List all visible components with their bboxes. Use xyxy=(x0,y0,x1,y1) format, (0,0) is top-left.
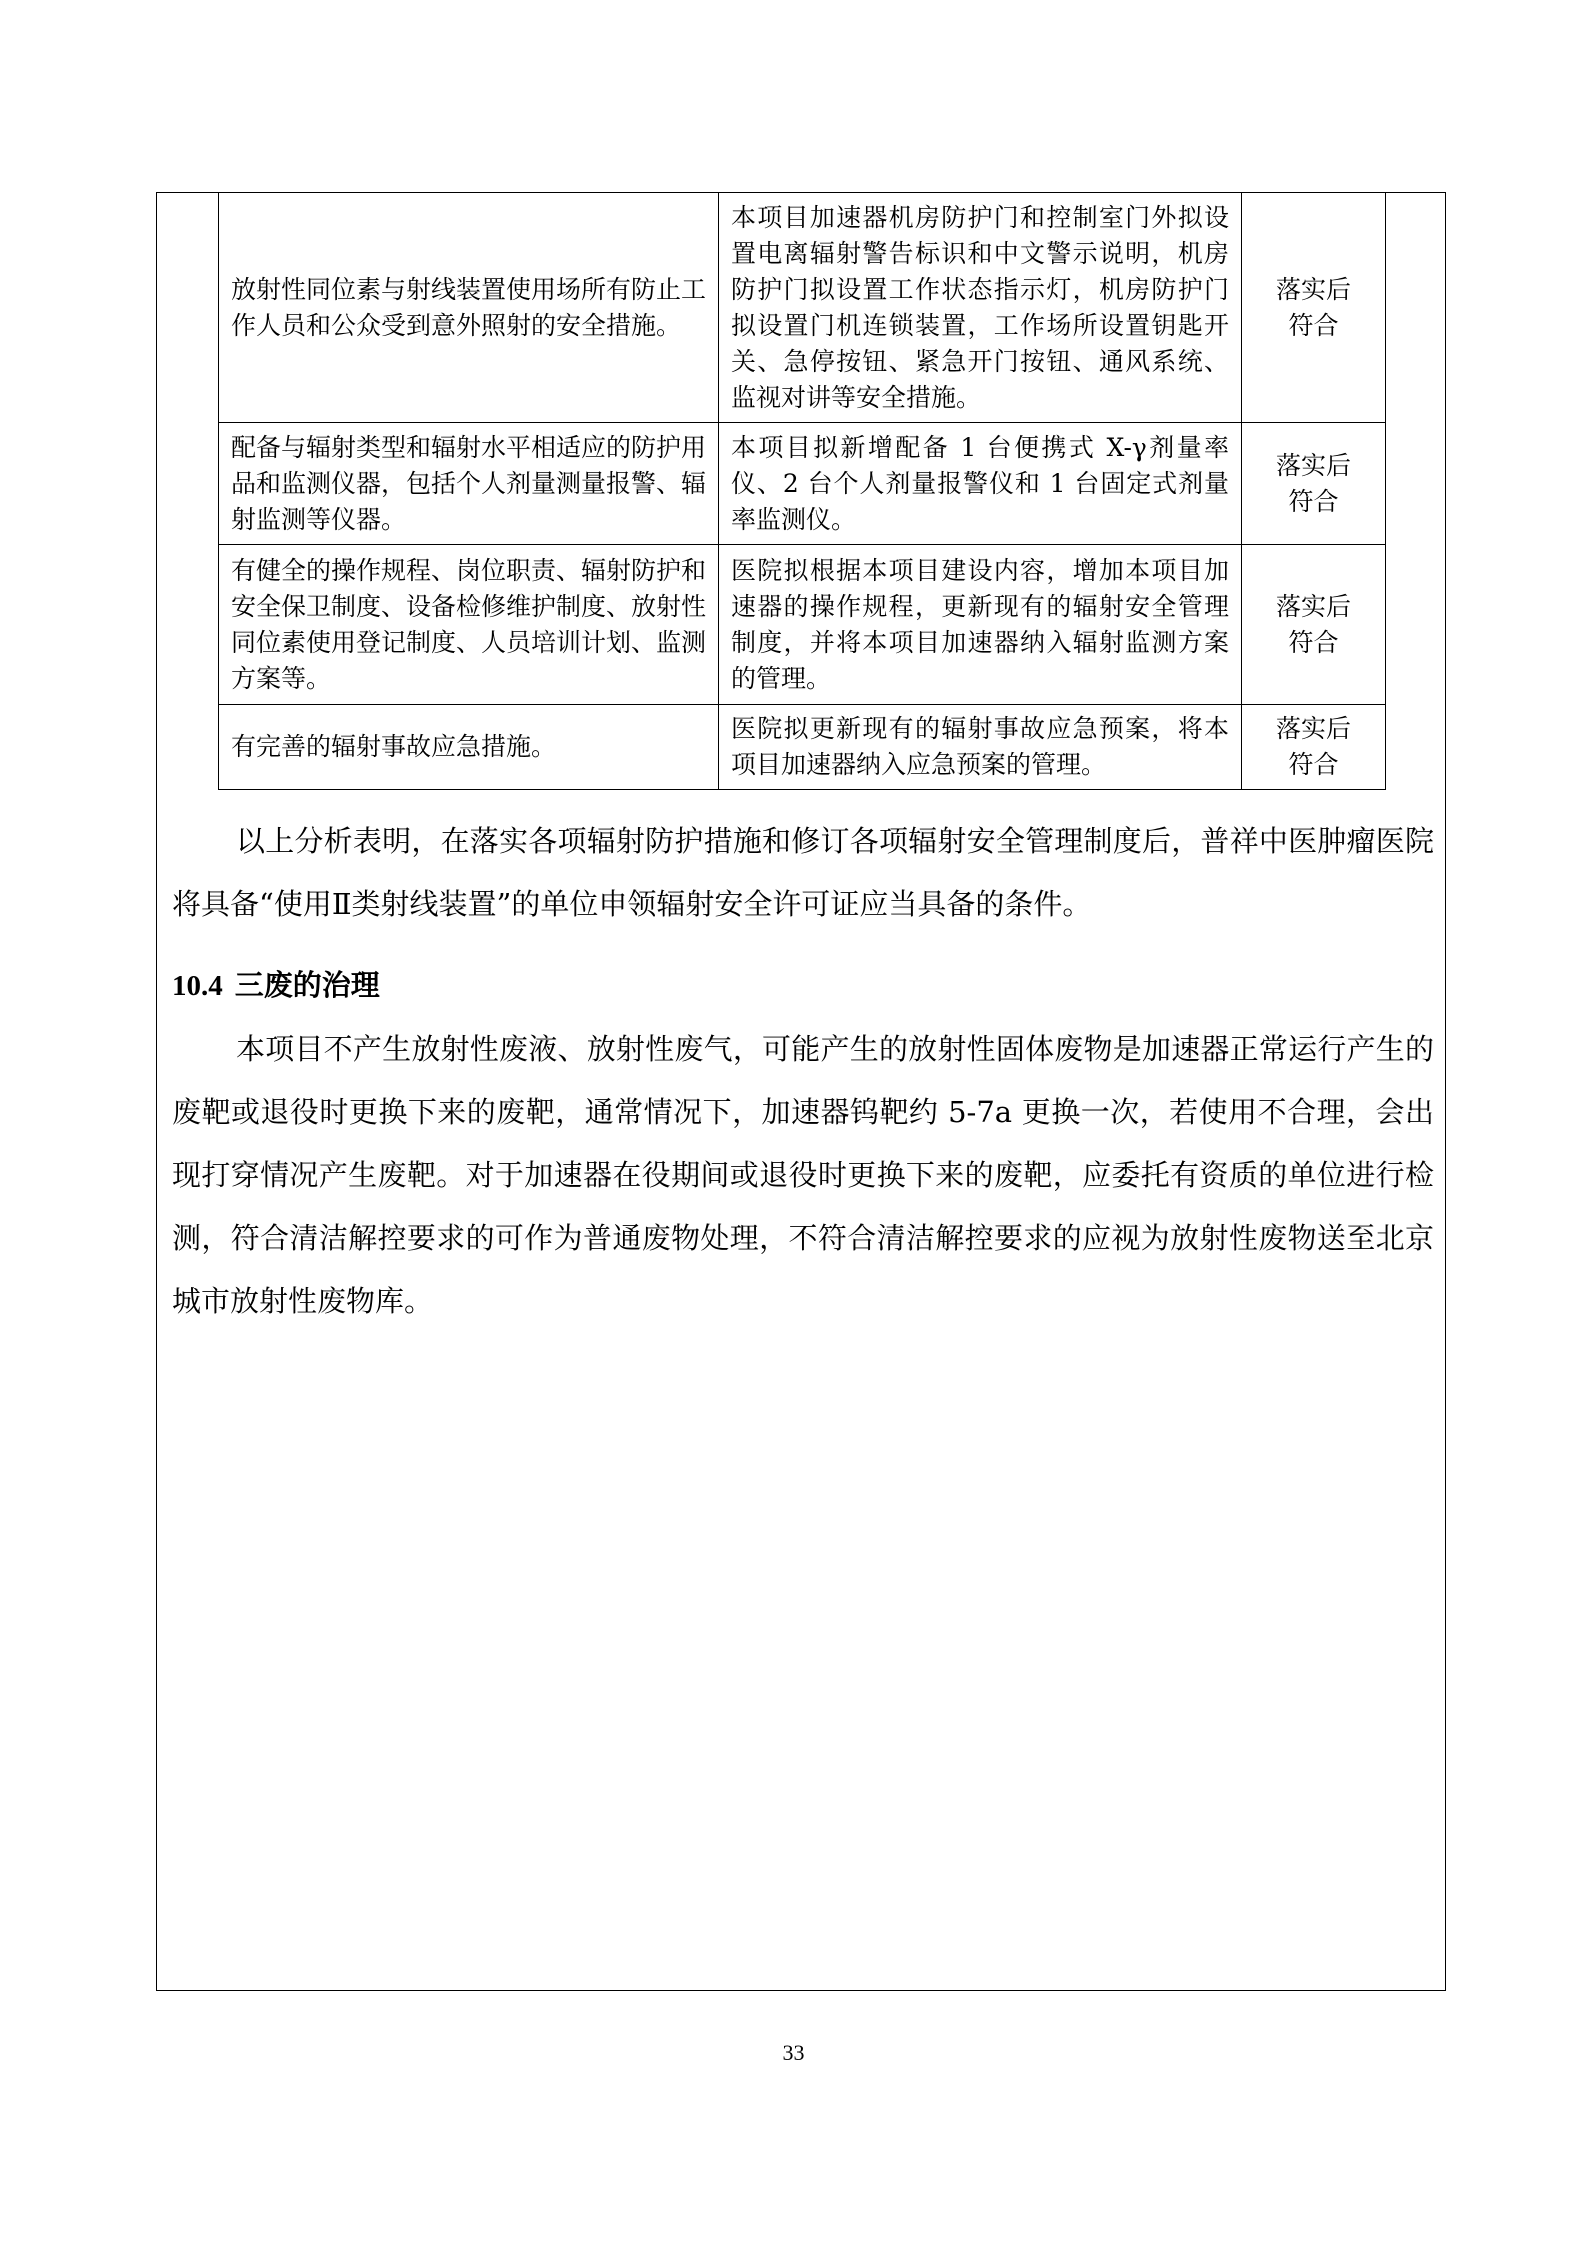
requirement-cell: 有健全的操作规程、岗位职责、辐射防护和安全保卫制度、设备检修维护制度、放射性同位素使用登记制度、人员培训计划、监测方案等。 xyxy=(219,545,719,705)
result-line: 落实后 xyxy=(1275,714,1351,743)
section-body-paragraph: 本项目不产生放射性废液、放射性废气，可能产生的放射性固体废物是加速器正常运行产生的废靶或退役时更换下来的废靶，通常情况下，加速器钨靶约 5-7a 更换一次，若使用不合理，会出现打穿情况产生废靶。对于加速器在役期间或退役时更换下来的废靶，应委托有资质的单位进行检测，符合清洁解控要求的可作为普通废物处理，不符合清洁解控要求的应视为放射性废物送至北京城市放射性废物库。 xyxy=(172,1032,1434,1318)
requirement-cell: 配备与辐射类型和辐射水平相适应的防护用品和监测仪器，包括个人剂量测量报警、辐射监测等仪器。 xyxy=(219,423,719,545)
result-cell xyxy=(1242,423,1386,545)
result-cell xyxy=(1242,705,1386,790)
result-line: 符合 xyxy=(1288,310,1339,340)
result-line: 符合 xyxy=(1288,750,1339,779)
table-row xyxy=(219,423,1386,545)
section-title: 三废的治理 xyxy=(234,968,380,1002)
page-number: 33 xyxy=(782,2040,805,2065)
table-row xyxy=(219,193,1386,423)
requirement-cell: 有完善的辐射事故应急措施。 xyxy=(219,705,719,790)
licensing-requirements-table xyxy=(218,192,1386,790)
result-line: 符合 xyxy=(1288,486,1339,516)
result-line: 落实后 xyxy=(1275,274,1351,304)
result-line: 符合 xyxy=(1288,627,1339,657)
table-row xyxy=(219,545,1386,705)
measure-cell: 医院拟更新现有的辐射事故应急预案，将本项目加速器纳入应急预案的管理。 xyxy=(719,705,1242,790)
conclusion-paragraph: 以上分析表明，在落实各项辐射防护措施和修订各项辐射安全管理制度后，普祥中医肿瘤医院将具备“使用Ⅱ类射线装置”的单位申领辐射安全许可证应当具备的条件。 xyxy=(172,824,1434,921)
result-cell xyxy=(1242,193,1386,423)
measure-cell: 医院拟根据本项目建设内容，增加本项目加速器的操作规程，更新现有的辐射安全管理制度，并将本项目加速器纳入辐射监测方案的管理。 xyxy=(719,545,1242,705)
measure-cell: 本项目加速器机房防护门和控制室门外拟设置电离辐射警告标识和中文警示说明，机房防护门拟设置工作状态指示灯，机房防护门拟设置门机连锁装置，工作场所设置钥匙开关、急停按钮、紧急开门按钮、通风系统、监视对讲等安全措施。 xyxy=(719,193,1242,423)
result-line: 落实后 xyxy=(1275,591,1351,621)
measure-cell: 本项目拟新增配备 1 台便携式 X-γ剂量率仪、2 台个人剂量报警仪和 1 台固定式剂量率监测仪。 xyxy=(719,423,1242,545)
section-heading xyxy=(172,955,380,1016)
table-row xyxy=(219,705,1386,790)
result-line: 落实后 xyxy=(1275,450,1351,480)
requirement-cell: 放射性同位素与射线装置使用场所有防止工作人员和公众受到意外照射的安全措施。 xyxy=(219,193,719,423)
section-number: 10.4 xyxy=(172,970,223,1002)
result-cell xyxy=(1242,545,1386,705)
